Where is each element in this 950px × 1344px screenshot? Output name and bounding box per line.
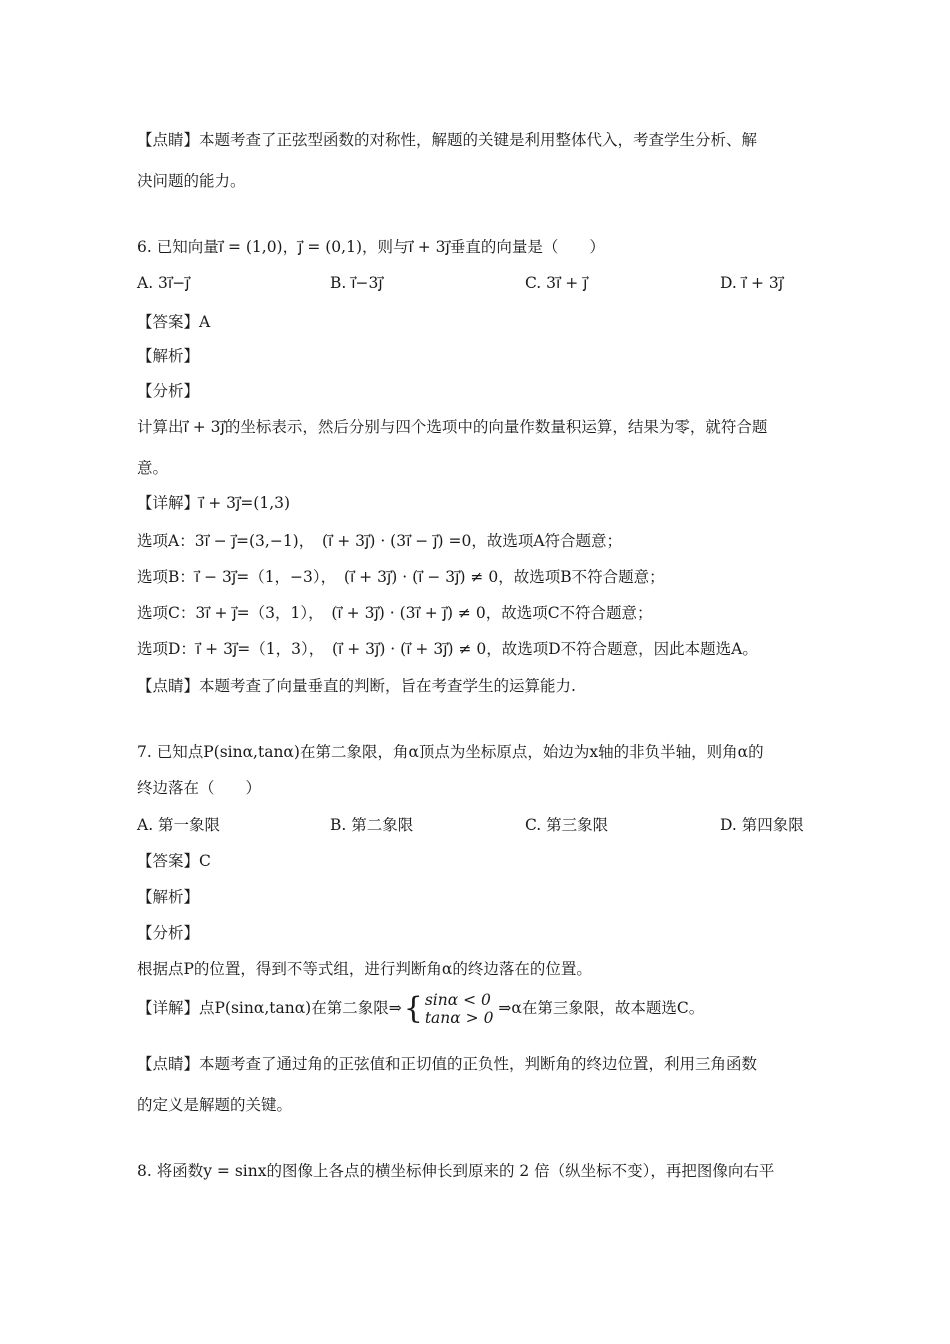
q7-option-c: C. 第三象限 [525,816,609,834]
q6-option-a: A. 3i⃗−j⃗ [137,274,190,292]
q6-detail-option-c: 选项C：3i⃗ + j⃗=（3，1）， (i⃗ + 3j⃗) · (3i⃗ + j⃗) ≠ 0，故选项C不符合题意； [137,604,653,622]
q7-option-b: B. 第二象限 [330,816,414,834]
q7-detail [137,990,704,1027]
q6-option-d: D. i⃗ + 3j⃗ [720,274,784,292]
q6-method-line1: 计算出i⃗ + 3j⃗的坐标表示，然后分别与四个选项中的向量作数量积运算，结果为零，就符合题 [137,418,768,436]
left-brace-icon: { [403,991,423,1026]
q6-remark: 【点睛】本题考查了向量垂直的判断，旨在考查学生的运算能力. [137,677,576,695]
q7-detail-suffix: ⇒α在第三象限，故本题选C。 [493,999,705,1017]
q6-stem: 6. 已知向量i⃗ = (1,0)，j⃗ = (0,1)，则与i⃗ + 3j⃗垂直的向量是（ ） [137,238,605,256]
q7-detail-prefix: 【详解】点P(sinα,tanα)在第二象限⇒ [137,999,402,1017]
q6-method-line2: 意。 [137,459,169,477]
q6-detail-option-a: 选项A：3i⃗ − j⃗=(3,−1)， (i⃗ + 3j⃗) · (3i⃗ − j⃗) =0，故选项A符合题意； [137,532,623,550]
q8-stem: 8. 将函数y = sinx的图像上各点的横坐标伸长到原来的 2 倍（纵坐标不变），再把图像向右平 [137,1162,775,1180]
q7-option-d: D. 第四象限 [720,816,804,834]
q6-option-c: C. 3i⃗ + j⃗ [525,274,588,292]
q7-stem-line2: 终边落在（ ） [137,779,262,797]
q7-answer: 【答案】C [137,852,211,870]
inequality-tan: tanα > 0 [424,1009,494,1027]
inequality-sin: sinα < 0 [424,991,491,1009]
q7-analysis-heading: 【解析】 [137,888,200,906]
q6-detail-option-d: 选项D：i⃗ + 3j⃗=（1，3）， (i⃗ + 3j⃗) · (i⃗ + 3j⃗) ≠ 0，故选项D不符合题意，因此本题选A。 [137,640,758,658]
q5-remark-line2: 决问题的能力。 [137,172,246,190]
q6-detail: 【详解】i⃗ + 3j⃗=(1,3) [137,494,291,512]
q7-option-a: A. 第一象限 [137,816,221,834]
inequality-system [425,991,494,1027]
q5-remark-line1: 【点睛】本题考查了正弦型函数的对称性，解题的关键是利用整体代入，考查学生分析、解 [137,131,758,149]
q6-analysis-heading: 【解析】 [137,347,200,365]
q7-remark-line1: 【点睛】本题考查了通过角的正弦值和正切值的正负性，判断角的终边位置，利用三角函数 [137,1055,758,1073]
q6-option-b: B. i⃗−3j⃗ [330,274,383,292]
q7-method-heading: 【分析】 [137,924,200,942]
q7-remark-line2: 的定义是解题的关键。 [137,1096,293,1114]
q6-method-heading: 【分析】 [137,382,200,400]
q7-stem-line1: 7. 已知点P(sinα,tanα)在第二象限，角α顶点为坐标原点，始边为x轴的非负半轴，则角α的 [137,743,764,761]
q6-answer: 【答案】A [137,313,211,331]
q6-detail-option-b: 选项B：i⃗ − 3j⃗=（1，−3）， (i⃗ + 3j⃗) · (i⃗ − 3j⃗) ≠ 0，故选项B不符合题意； [137,568,665,586]
q7-method-text: 根据点P的位置，得到不等式组，进行判断角α的终边落在的位置。 [137,960,592,978]
